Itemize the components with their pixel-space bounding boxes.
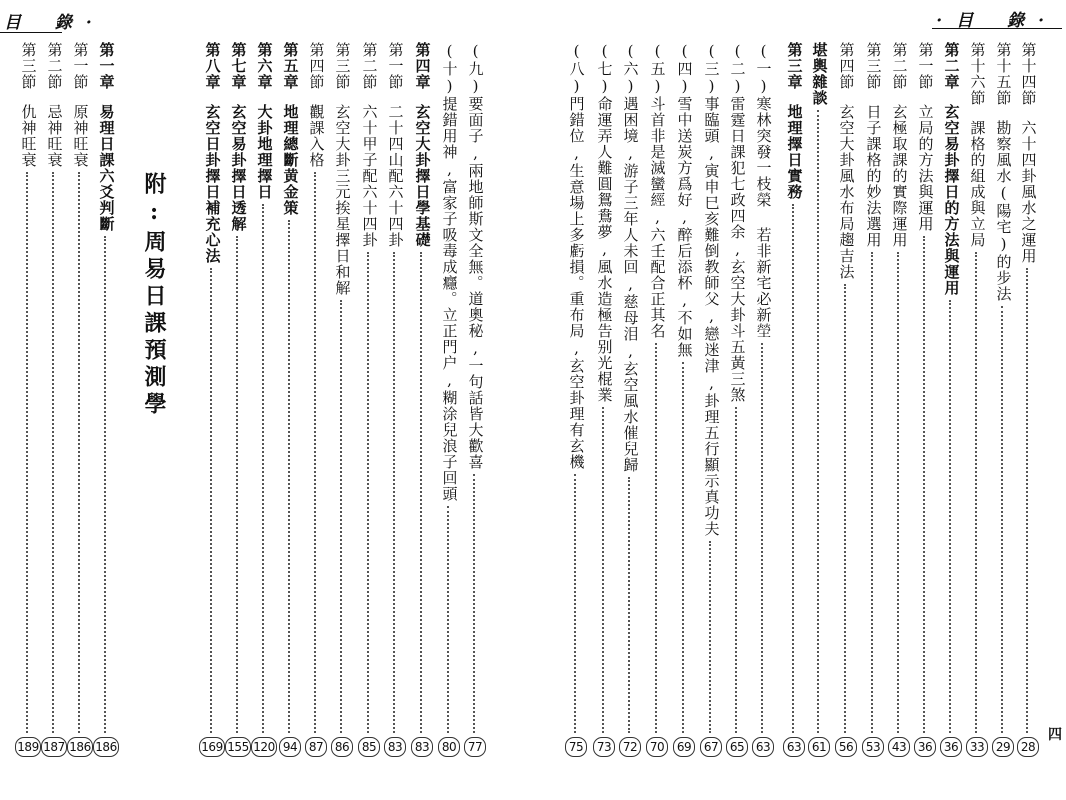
toc-entry: [592, 42, 616, 757]
toc-entry: [304, 42, 328, 757]
toc-entry-label: 第十五節: [994, 42, 1013, 106]
toc-entry-title: (四)雪中送炭方爲好,醉后添杯,不如無: [675, 42, 694, 358]
dot-leader: [262, 204, 266, 733]
dot-leader: [923, 236, 927, 733]
toc-entry-title: (三)事臨頭,寅申巳亥難倒教師父,戀迷津,卦理五行顯示真功夫: [702, 42, 721, 537]
toc-entry-label: 第八章: [203, 42, 222, 90]
toc-page-number: 36: [940, 737, 962, 757]
dot-leader: [871, 252, 875, 733]
toc-entry: [94, 42, 118, 757]
toc-entry-label: 第四節: [837, 42, 856, 90]
toc-page-number: 87: [305, 737, 327, 757]
toc-entry: [645, 42, 669, 757]
toc-entry-title: 二十四山配六十四卦: [386, 104, 405, 248]
toc-page-number: 56: [835, 737, 857, 757]
toc-entry-label: 第二節: [45, 42, 64, 90]
toc-entry: [807, 42, 831, 757]
toc-entry-label: 第二節: [890, 42, 909, 90]
toc-page-number: 187: [41, 737, 66, 757]
dot-leader: [975, 252, 979, 733]
toc-page-number: 86: [331, 737, 353, 757]
dot-leader: [1026, 268, 1030, 733]
dot-leader: [288, 220, 292, 733]
toc-page-number: 186: [93, 737, 118, 757]
toc-entry: [463, 42, 487, 757]
toc-entry-title: (二)雷霆日課犯七政四余,玄空大卦斗五黃三煞: [728, 42, 747, 403]
toc-page-number: 155: [225, 737, 250, 757]
toc-entry: [913, 42, 937, 757]
toc-page-number: 36: [914, 737, 936, 757]
toc-entry: [991, 42, 1015, 757]
toc-entry: [618, 42, 642, 757]
toc-entry-title: (五)斗首非是滅蠻經,六壬配合正其名: [648, 42, 667, 339]
toc-page-number: 70: [646, 737, 668, 757]
toc-entry-title: 地理總斷黄金策: [281, 104, 300, 216]
dot-leader: [340, 300, 344, 733]
dot-leader: [393, 252, 397, 733]
toc-entry-label: 第一節: [71, 42, 90, 90]
toc-page-number: 29: [992, 737, 1014, 757]
toc-page-number: 53: [862, 737, 884, 757]
toc-entry: [330, 42, 354, 757]
toc-page-number: 73: [593, 737, 615, 757]
toc-entry: [564, 42, 588, 757]
toc-entry: [383, 42, 407, 757]
dot-leader: [574, 474, 578, 733]
toc-entry: [782, 42, 806, 757]
dot-leader: [447, 506, 451, 733]
toc-entry-label: 第一節: [916, 42, 935, 90]
dot-leader: [735, 407, 739, 733]
toc-entry-title: 原神旺衰: [71, 104, 90, 168]
page-marker: 四: [1048, 727, 1062, 743]
toc-entry: [437, 42, 461, 757]
toc-page-number: 77: [464, 737, 486, 757]
dot-leader: [709, 541, 713, 733]
dot-leader: [26, 172, 30, 733]
toc-entry-title: 玄空大卦三元挨星擇日和解: [333, 104, 352, 296]
toc-page-number: 33: [966, 737, 988, 757]
toc-entry-label: 第六章: [255, 42, 274, 90]
toc-page-number: 189: [15, 737, 40, 757]
toc-entry: [410, 42, 434, 757]
toc-entry-title: (一)寒林突發一枝榮 若非新宅必新塋: [754, 42, 773, 339]
toc-page-number: 83: [384, 737, 406, 757]
toc-entry: [725, 42, 749, 757]
dot-leader: [602, 407, 606, 733]
toc-entry-title: 仇神旺衰: [19, 104, 38, 168]
toc-entry: [965, 42, 989, 757]
toc-page-number: 120: [251, 737, 276, 757]
dot-leader: [104, 236, 108, 733]
toc-entry-label: 第五章: [281, 42, 300, 90]
toc-entry: [699, 42, 723, 757]
dot-leader: [1001, 306, 1005, 733]
dot-leader: [844, 284, 848, 733]
toc-entry-label: 第三節: [864, 42, 883, 90]
toc-entry: [357, 42, 381, 757]
toc-entry-label: 第十六節: [968, 42, 987, 106]
toc-page-number: 67: [700, 737, 722, 757]
dot-leader: [949, 300, 953, 733]
dot-leader: [367, 252, 371, 733]
toc-page-number: 75: [565, 737, 587, 757]
toc-entry-label: 第一章: [97, 42, 116, 90]
toc-entry: [226, 42, 250, 757]
toc-entry-label: 第三章: [785, 42, 804, 90]
toc-entry: [16, 42, 40, 757]
toc-entry-title: 大卦地理擇日: [255, 104, 274, 200]
toc-page-number: 83: [411, 737, 433, 757]
dot-leader: [210, 268, 214, 733]
dot-leader: [314, 172, 318, 733]
toc-entry-title: 玄空易卦擇日的方法與運用: [942, 104, 961, 296]
header-right: ·目 錄·: [936, 11, 1058, 31]
toc-entry: [939, 42, 963, 757]
toc-entry-title: (七)命運弄人難圓鴛鴦夢,風水造極告别光棍業: [595, 42, 614, 403]
toc-page-number: 65: [726, 737, 748, 757]
toc-page-number: 72: [619, 737, 641, 757]
dot-leader: [78, 172, 82, 733]
toc-entry: [142, 172, 166, 432]
toc-entry-label: 第四章: [413, 42, 432, 90]
toc-entry: [672, 42, 696, 757]
toc-page-number: 61: [808, 737, 830, 757]
header-rule-right: [932, 28, 1062, 29]
toc-entry-title: 六十四卦風水之運用: [1019, 120, 1038, 264]
dot-leader: [473, 474, 477, 733]
toc-entry: [1016, 42, 1040, 757]
toc-entry-label: 第一節: [386, 42, 405, 90]
toc-entry: [200, 42, 224, 757]
header-rule-left: [0, 32, 62, 33]
toc-entry-title: 易理日課六爻判斷: [97, 104, 116, 232]
toc-entry: [861, 42, 885, 757]
dot-leader: [761, 343, 765, 733]
toc-entry-title: 立局的方法與運用: [916, 104, 935, 232]
toc-entry-title: 地理擇日實務: [785, 104, 804, 200]
toc-entry-title: 玄空大卦擇日學基礎: [413, 104, 432, 248]
toc-page-number: 43: [888, 737, 910, 757]
dot-leader: [236, 236, 240, 733]
toc-entry-title: (十)提錯用神,富家子吸毒成癮。立正門户,糊涂兒浪子回頭: [440, 42, 459, 502]
toc-entry-label: 第四節: [307, 42, 326, 90]
appendix-heading: 附:周易日課預測學: [141, 172, 167, 419]
dot-leader: [52, 172, 56, 733]
toc-entry: [887, 42, 911, 757]
toc-entry-title: 玄空易卦擇日透解: [229, 104, 248, 232]
toc-entry-title: 忌神旺衰: [45, 104, 64, 168]
toc-page-number: 28: [1017, 737, 1039, 757]
toc-entry-title: 課格的組成與立局: [968, 120, 987, 248]
toc-entry: [68, 42, 92, 757]
toc-page-number: 80: [438, 737, 460, 757]
toc-entry-title: 玄空日卦擇日補充心法: [203, 104, 222, 264]
toc-entry-label: 第十四節: [1019, 42, 1038, 106]
toc-entry: [252, 42, 276, 757]
toc-entry: [751, 42, 775, 757]
toc-entry-title: 玄極取課的實際運用: [890, 104, 909, 248]
toc-page-number: 69: [673, 737, 695, 757]
dot-leader: [655, 343, 659, 733]
dot-leader: [420, 252, 424, 733]
toc-entry-title: 勘察風水(陽宅)的步法: [994, 120, 1013, 302]
toc-entry-label: 堪輿雜談: [810, 42, 829, 106]
dot-leader: [817, 110, 821, 733]
toc-entry-title: 玄空大卦風水布局趨吉法: [837, 104, 856, 280]
toc-entry-title: (六)遇困境,游子三年人未回,慈母泪,玄空風水催兒歸: [621, 42, 640, 473]
toc-entry-title: 觀課入格: [307, 104, 326, 168]
toc-page-number: 63: [783, 737, 805, 757]
header-left: 目 錄·: [4, 13, 106, 33]
toc-page-number: 85: [358, 737, 380, 757]
toc-page-number: 186: [67, 737, 92, 757]
dot-leader: [792, 204, 796, 733]
toc-entry-title: 六十甲子配六十四卦: [360, 104, 379, 248]
toc-page-number: 169: [199, 737, 224, 757]
toc-page-number: 94: [279, 737, 301, 757]
toc-entry-label: 第三節: [19, 42, 38, 90]
dot-leader: [682, 362, 686, 733]
toc-entry: [834, 42, 858, 757]
toc-entry-title: (八)門錯位,生意場上多虧損。重布局,玄空卦理有玄機: [567, 42, 586, 470]
toc-entry-label: 第二章: [942, 42, 961, 90]
toc-entry-label: 第三節: [333, 42, 352, 90]
toc-entry: [278, 42, 302, 757]
toc-entry-label: 第二節: [360, 42, 379, 90]
toc-entry-label: 第七章: [229, 42, 248, 90]
toc-entry-title: (九)要面子,兩地師斯文全無。道奧秘,一句話皆大歡喜: [466, 42, 485, 470]
toc-entry: [42, 42, 66, 757]
toc-page-number: 63: [752, 737, 774, 757]
toc-entry-title: 日子課格的妙法選用: [864, 104, 883, 248]
dot-leader: [628, 477, 632, 733]
dot-leader: [897, 252, 901, 733]
